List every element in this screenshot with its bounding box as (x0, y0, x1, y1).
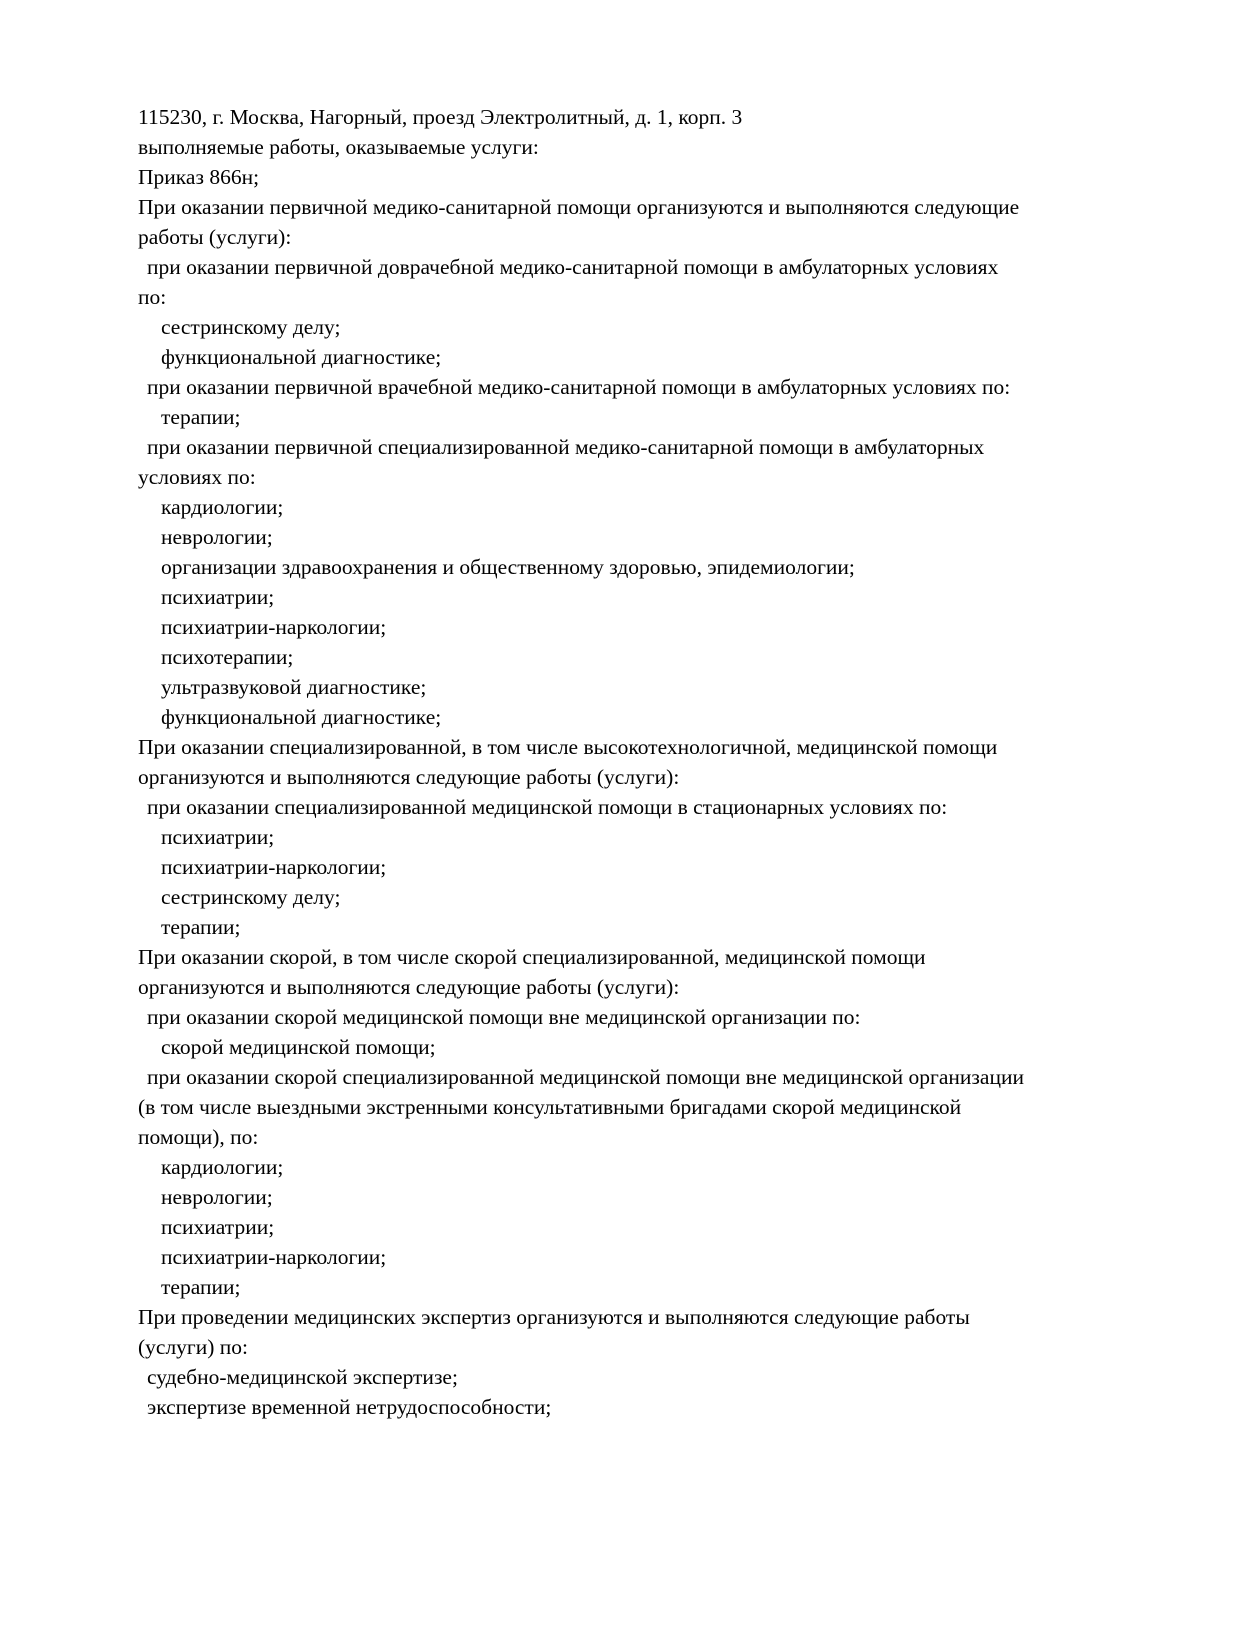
document-line: При оказании специализированной, в том числе высокотехнологичной, медицинской помощи (138, 735, 998, 759)
document-line: психиатрии; (161, 1215, 275, 1239)
document-body (138, 102, 1128, 1422)
document-line: терапии; (161, 405, 241, 429)
document-line: (в том числе выездными экстренными консультативными бригадами скорой медицинской (138, 1095, 962, 1119)
document-line: неврологии; (161, 525, 273, 549)
document-line: по: (138, 285, 167, 309)
document-line: терапии; (161, 1275, 241, 1299)
document-line: психотерапии; (161, 645, 294, 669)
document-line: при оказании скорой специализированной медицинской помощи вне медицинской организации (147, 1065, 1024, 1089)
document-line: Приказ 866н; (138, 165, 260, 189)
document-line: экспертизе временной нетрудоспособности; (147, 1395, 552, 1419)
document-line: организуются и выполняются следующие работы (услуги): (138, 975, 680, 999)
document-line: организуются и выполняются следующие работы (услуги): (138, 765, 680, 789)
document-line: ультразвуковой диагностике; (161, 675, 427, 699)
document-line: психиатрии; (161, 585, 275, 609)
document-line: При оказании первичной медико-санитарной помощи организуются и выполняются следующие (138, 195, 1020, 219)
document-line: при оказании скорой медицинской помощи вне медицинской организации по: (147, 1005, 861, 1029)
document-line: сестринскому делу; (161, 885, 341, 909)
document-line: помощи), по: (138, 1125, 259, 1149)
document-line: психиатрии; (161, 825, 275, 849)
document-line: скорой медицинской помощи; (161, 1035, 436, 1059)
document-line: выполняемые работы, оказываемые услуги: (138, 135, 539, 159)
document-line: функциональной диагностике; (161, 705, 442, 729)
document-line: (услуги) по: (138, 1335, 249, 1359)
document-line: При оказании скорой, в том числе скорой специализированной, медицинской помощи (138, 945, 926, 969)
document-line: кардиологии; (161, 1155, 284, 1179)
document-line: при оказании первичной доврачебной медико-санитарной помощи в амбулаторных условиях (147, 255, 999, 279)
document-line: условиях по: (138, 465, 256, 489)
document-line: 115230, г. Москва, Нагорный, проезд Электролитный, д. 1, корп. 3 (138, 105, 743, 129)
document-line: сестринскому делу; (161, 315, 341, 339)
document-line: кардиологии; (161, 495, 284, 519)
document-line: психиатрии-наркологии; (161, 615, 387, 639)
document-line: организации здравоохранения и общественному здоровью, эпидемиологии; (161, 555, 855, 579)
document-line: работы (услуги): (138, 225, 292, 249)
document-line: при оказании первичной врачебной медико-санитарной помощи в амбулаторных условиях по: (147, 375, 1011, 399)
document-line: судебно-медицинской экспертизе; (147, 1365, 458, 1389)
document-line: психиатрии-наркологии; (161, 1245, 387, 1269)
document-line: При проведении медицинских экспертиз организуются и выполняются следующие работы (138, 1305, 970, 1329)
document-line: при оказании первичной специализированной медико-санитарной помощи в амбулаторных (147, 435, 985, 459)
document-line: неврологии; (161, 1185, 273, 1209)
document-line: функциональной диагностике; (161, 345, 442, 369)
document-line: при оказании специализированной медицинской помощи в стационарных условиях по: (147, 795, 948, 819)
document-line: терапии; (161, 915, 241, 939)
document-line: психиатрии-наркологии; (161, 855, 387, 879)
